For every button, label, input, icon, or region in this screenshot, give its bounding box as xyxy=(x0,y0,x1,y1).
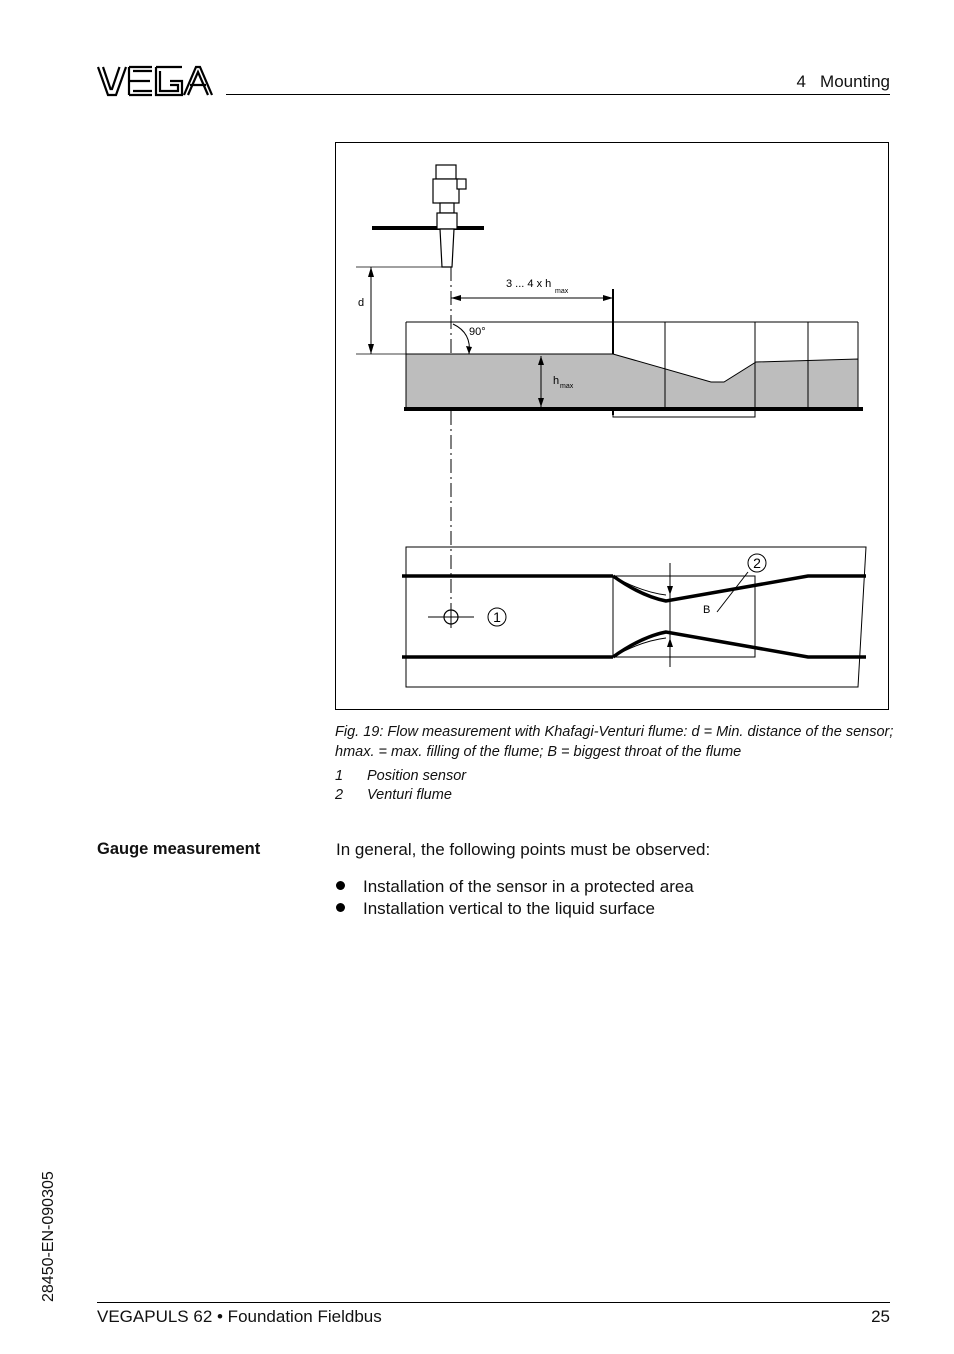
legend-text: Venturi flume xyxy=(367,787,452,803)
flume-diagram xyxy=(336,143,890,711)
water-fill xyxy=(406,354,858,409)
legend-item xyxy=(335,787,452,803)
vega-logo xyxy=(96,64,214,98)
legend-text: Position sensor xyxy=(367,768,467,784)
marker-1: 1 xyxy=(493,609,501,625)
intro-text: In general, the following points must be observed: xyxy=(336,840,711,859)
angle-label: 90° xyxy=(469,326,486,338)
footer-product: VEGAPULS 62 • Foundation Fieldbus xyxy=(97,1307,382,1326)
page-number: 25 xyxy=(871,1307,890,1326)
bullet-item xyxy=(336,877,694,897)
radar-sensor xyxy=(433,165,466,267)
bullet-item xyxy=(336,899,655,919)
marker-2: 2 xyxy=(753,555,761,571)
bullet-text: Installation vertical to the liquid surface xyxy=(363,899,655,918)
bullet-text: Installation of the sensor in a protected area xyxy=(363,877,694,896)
bullet-icon xyxy=(336,881,345,890)
distance-label: 3 ... 4 x h xyxy=(506,278,552,290)
figure-frame xyxy=(335,142,889,710)
bullet-icon xyxy=(336,903,345,912)
legend-number: 2 xyxy=(335,787,344,803)
header-rule xyxy=(226,94,890,95)
d-label: d xyxy=(358,297,365,309)
document-number: 28450-EN-090305 xyxy=(40,1171,57,1302)
section-heading: Gauge measurement xyxy=(97,840,261,858)
h-subscript: max xyxy=(560,383,574,390)
h-label: h xyxy=(553,375,560,387)
chapter-title: 4 Mounting xyxy=(796,72,890,91)
legend-item xyxy=(335,768,466,784)
b-label: B xyxy=(703,604,711,616)
figure-caption: Fig. 19: Flow measurement with Khafagi-Venturi flume: d = Min. distance of the sensor; hmax. = max. filling of the flume; B = biggest throat of the flume xyxy=(335,724,894,760)
distance-subscript: max xyxy=(555,288,569,295)
footer-rule xyxy=(97,1302,890,1303)
legend-number: 1 xyxy=(335,768,344,784)
